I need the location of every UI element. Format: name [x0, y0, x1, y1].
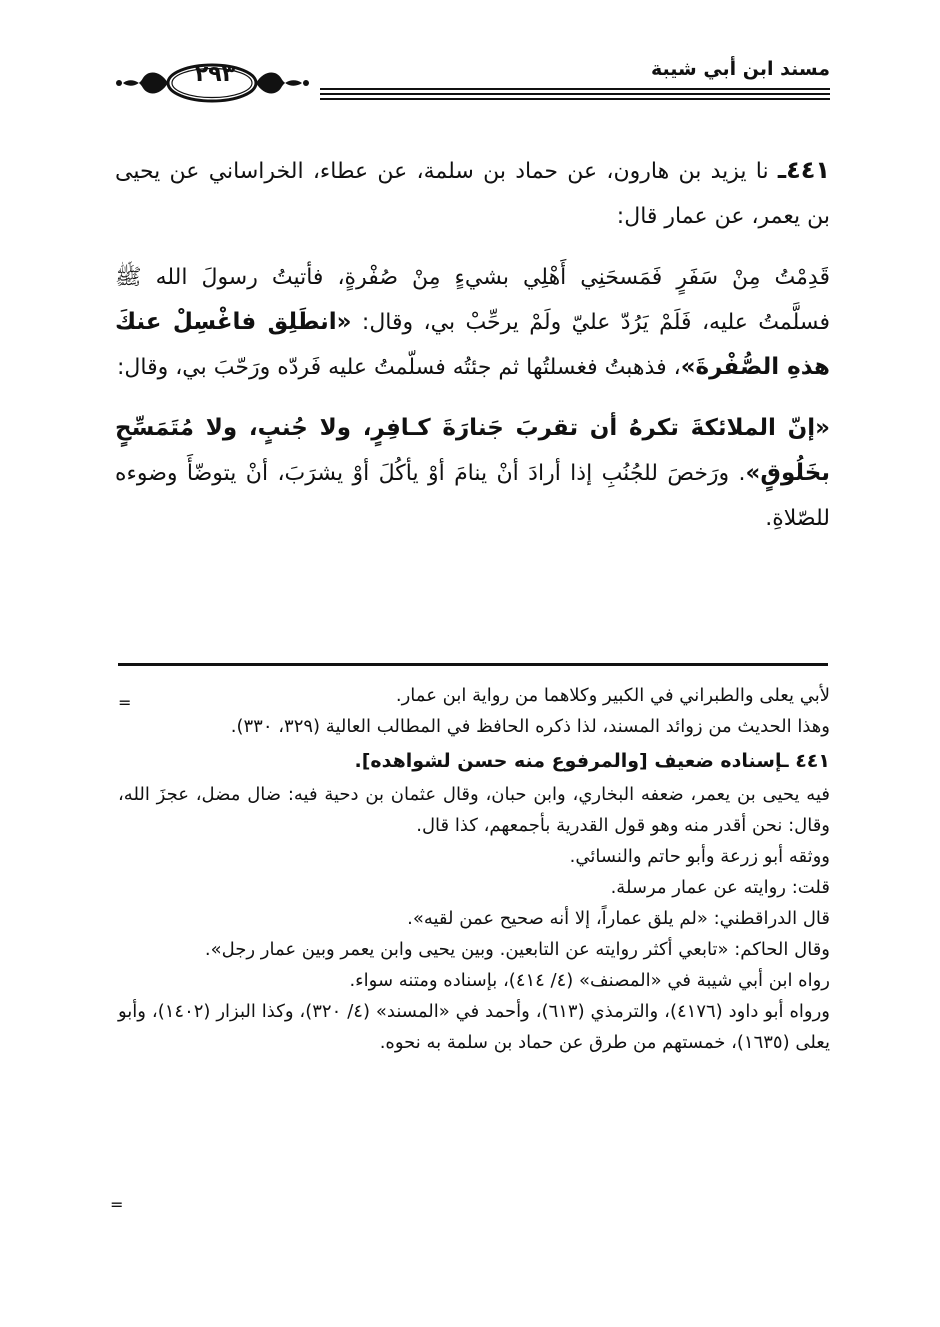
footnote-paragraph: فيه يحيى بن يعمر، ضعفه البخاري، وابن حبان، وقال عثمان بن دحية فيه: ضال مضل، عجزَ الله، وقال: نحن أقدر منه وهو قول القدرية بأجمعهم، كذا قال.	[118, 784, 830, 836]
prophetic-quote-2: «إنّ الملائكةَ تكرهُ أن تقربَ جَنارَةَ كـافِرٍ، ولا جُنبٍ، ولا مُتَمَسِّحٍ بخَلُوقٍ»	[115, 415, 830, 486]
footnote-paragraph: رواه ابن أبي شيبة في «المصنف» (٤/ ٤١٤)، بإسناده ومتنه سواء.	[349, 970, 830, 991]
footnote-separator	[118, 663, 828, 666]
footnote-paragraph: قال الدراقطني: «لم يلق عماراً، إلا أنه صحيح عمن لقيه».	[407, 908, 830, 929]
isnad-line-2: عن يحيى بن يعمر، عن عمار قال:	[115, 159, 830, 229]
isnad	[115, 148, 830, 239]
page-number: ٢٩٣	[194, 62, 236, 87]
matn-part-3: . ورَخصَ للجُنُبِ إذا أرادَ أنْ ينامَ أوْ يأكُلَ أوْ يشرَبَ، أنْ يتوضّأَ وضوءه للصّلاةِ.	[115, 461, 830, 531]
footnote-paragraph: ووثقه أبو زرعة وأبو حاتم والنسائي.	[569, 846, 830, 867]
matn-part-1: قَدِمْتُ مِنْ سَفَرٍ فَمَسحَنِي أَهْلِي بشيءٍ مِنْ صُفْرةٍ، فأتيتُ رسولَ الله ﷺ فسلَّمتُ عليه، فَلَمْ يَرُدّ عليّ ولَمْ يرحِّبْ بي، وقال:	[115, 265, 831, 335]
footnote-heading: ٤٤١ ـإسناده ضعيف [والمرفوع منه حسن لشواهده].	[354, 750, 830, 772]
isnad-line-1: نا يزيد بن هارون، عن حماد بن سلمة، عن عطاء، الخراساني	[208, 159, 769, 184]
footnote-prev-line-1: لأبي يعلى والطبراني في الكبير وكلاهما من رواية ابن عمار.	[395, 685, 830, 706]
matn-part-2: ، فذهبتُ فغسلتُها ثم جئتُه فسلّمتُ عليه فَردّه ورَحّبَ بي، وقال:	[116, 355, 681, 380]
header-rule	[320, 88, 830, 100]
footnotes	[118, 680, 830, 1058]
running-header-title: مسند ابن أبي شيبة	[650, 58, 830, 80]
matn	[115, 255, 830, 390]
main-text	[115, 148, 830, 557]
continuation-marker: =	[118, 693, 132, 712]
matn-continued	[115, 406, 830, 541]
footnote-paragraph: ورواه أبو داود (٤١٧٦)، والترمذي (٦١٣)، وأحمد في «المسند» (٤/ ٣٢٠)، وكذا البزار (١٤٠٢)، وأبو يعلى (١٦٣٥)، خمستهم من طرق عن حماد بن سلمة به نحوه.	[118, 1001, 830, 1053]
footnote-paragraph: وقال الحاكم: «تابعي أكثر روايته عن التابعين. وبين يحيى وابن يعمر وبين عمار رجل».	[204, 939, 830, 960]
footnote-paragraph: قلت: روايته عن عمار مرسلة.	[610, 877, 830, 898]
end-continuation-marker: =	[110, 1195, 124, 1214]
prophetic-quote-1: «انطَلِق فاغْسِلْ عنكَ هذهِ الصُّفْرةَ»	[115, 309, 830, 380]
footnote-prev-line-2: وهذا الحديث من زوائد المسند، لذا ذكره الحافظ في المطالب العالية (٣٢٩، ٣٣٠).	[230, 716, 830, 737]
hadith-number: ٤٤١ـ	[777, 156, 831, 184]
